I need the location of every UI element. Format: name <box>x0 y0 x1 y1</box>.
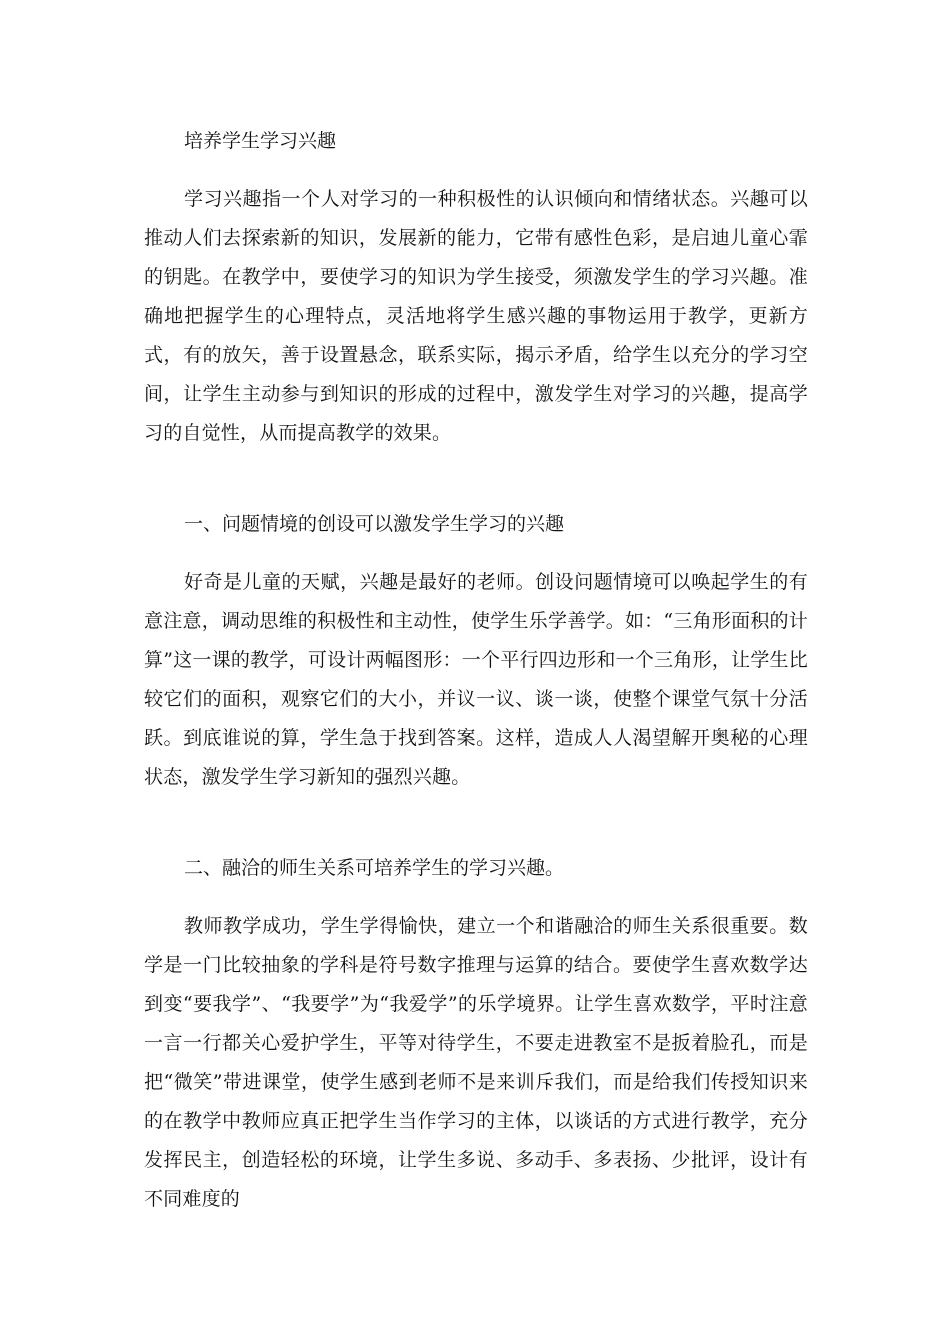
intro-paragraph: 学习兴趣指一个人对学习的一种积极性的认识倾向和情绪状态。兴趣可以推动人们去探索新的知识，发展新的能力，它带有感性色彩，是启迪儿童心霏的钥匙。在教学中，要使学习的知识为学生接受，须激发学生的学习兴趣。准确地把握学生的心理特点，灵活地将学生感兴趣的事物运用于教学，更新方式，有的放矢，善于设置悬念，联系实际，揭示矛盾，给学生以充分的学习空间，让学生主动参与到知识的形成的过程中，激发学生对学习的兴趣，提高学习的自觉性，从而提高教学的效果。 <box>144 188 808 444</box>
section-1-heading: 一、问题情境的创设可以激发学生学习的兴趣 <box>184 513 565 535</box>
section-2-paragraph: 教师教学成功，学生学得愉快，建立一个和谐融洽的师生关系很重要。数学是一门比较抽象的学科是符号数字推理与运算的结合。要使学生喜欢数学达到变“要我学”、“我要学”为“我爱学”的乐学境界。让学生喜欢数学，平时注意一言一行都关心爱护学生，平等对待学生，不要走进教室不是扳着脸孔，而是把“微笑”带进课堂，使学生感到老师不是来训斥我们，而是给我们传授知识来的在教学中教师应真正把学生当作学习的主体，以谈话的方式进行教学，充分发挥民主，创造轻松的环境，让学生多说、多动手、多表扬、少批评，设计有不同难度的 <box>144 915 808 1210</box>
section-2-heading: 二、融洽的师生关系可培养学生的学习兴趣。 <box>184 857 565 879</box>
section-1-paragraph: 好奇是儿童的天赋，兴趣是最好的老师。创设问题情境可以唤起学生的有意注意，调动思维的积极性和主动性，使学生乐学善学。如：“三角形面积的计算”这一课的教学，可设计两幅图形：一个平行四边形和一个三角形，让学生比较它们的面积，观察它们的大小，并议一议、谈一谈，使整个课堂气氛十分活跃。到底谁说的算，学生急于找到答案。这样，造成人人渴望解开奥秘的心理状态，激发学生学习新知的强烈兴趣。 <box>144 571 808 788</box>
document-title: 培养学生学习兴趣 <box>184 130 337 152</box>
